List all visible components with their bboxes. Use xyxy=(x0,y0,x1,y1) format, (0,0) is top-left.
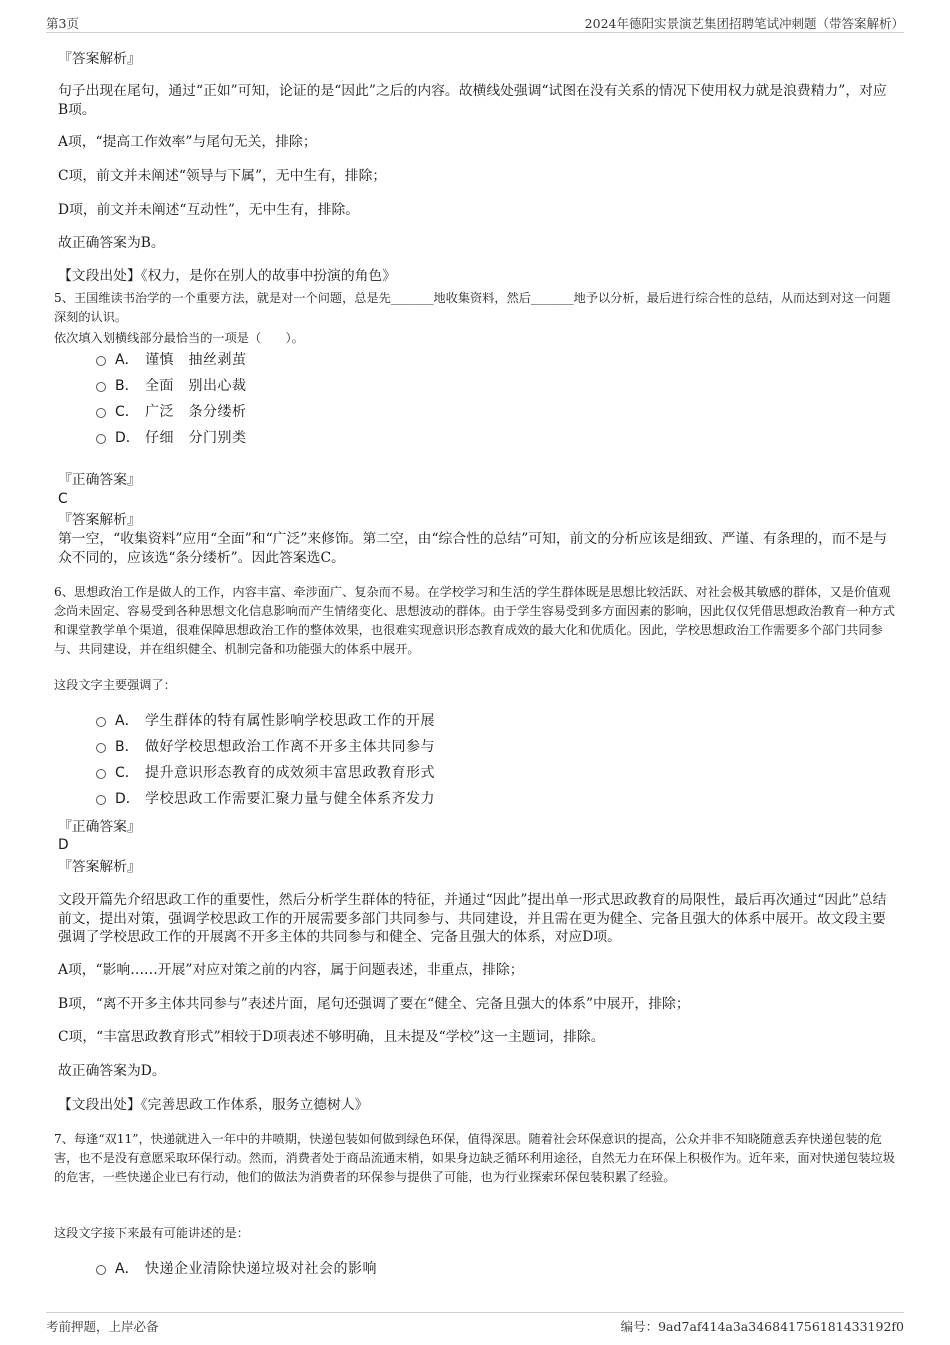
page-header xyxy=(46,12,904,33)
prev-analysis-c: C项，前文并未阐述“领导与下属”，无中生有，排除； xyxy=(58,168,387,184)
radio-icon[interactable] xyxy=(96,795,106,805)
q6-answer-heading: 『正确答案』 xyxy=(58,819,141,835)
q5-option-d[interactable]: D． 仔细 分门别类 xyxy=(96,428,247,448)
radio-icon[interactable] xyxy=(96,717,106,727)
prev-analysis-d: D项，前文并未阐述“互动性”，无中生有，排除。 xyxy=(58,202,360,218)
radio-icon[interactable] xyxy=(96,1265,106,1275)
prev-conclusion: 故正确答案为B。 xyxy=(58,235,165,251)
q6-analysis-heading: 『答案解析』 xyxy=(58,859,141,875)
q6-analysis-b: B项，“离不开多主体共同参与”表述片面，尾句还强调了要在“健全、完备且强大的体系”中展开，排除； xyxy=(58,996,690,1012)
prev-analysis-heading: 『答案解析』 xyxy=(58,51,141,67)
q6-option-a[interactable]: A． 学生群体的特有属性影响学校思政工作的开展 xyxy=(96,711,435,731)
radio-icon[interactable] xyxy=(96,356,106,366)
q6-conclusion: 故正确答案为D。 xyxy=(58,1063,166,1079)
q7-option-a[interactable]: A． 快递企业清除快递垃圾对社会的影响 xyxy=(96,1259,377,1279)
q6-option-b[interactable]: B． 做好学校思想政治工作离不开多主体共同参与 xyxy=(96,737,435,757)
q5-analysis: 第一空，“收集资料”应用“全面”和“广泛”来修饰。第二空，由“综合性的总结”可知，前文的分析应该是细致、严谨、有条理的，而不是与众不同的，应该选“条分缕析”。因此答案选C。 xyxy=(58,531,888,566)
q6-option-d[interactable]: D． 学校思政工作需要汇聚力量与健全体系齐发力 xyxy=(96,789,435,809)
radio-icon[interactable] xyxy=(96,382,106,392)
q5-option-b[interactable]: B． 全面 别出心裁 xyxy=(96,376,247,396)
q5-analysis-heading: 『答案解析』 xyxy=(58,512,141,528)
q5-stem: 5、王国维读书治学的一个重要方法，就是对一个问题，总是先_______地收集资料，然后_______地予以分析，最后进行综合性的总结，从而达到对这一问题深刻的认识。 xyxy=(54,291,891,324)
q5-answer: C xyxy=(58,491,68,507)
q5-option-c[interactable]: C． 广泛 条分缕析 xyxy=(96,402,247,422)
q7-prompt: 这段文字接下来最有可能讲述的是： xyxy=(54,1226,249,1240)
footer-slogan: 考前押题，上岸必备 xyxy=(46,1319,159,1334)
document-serial: 编号：9ad7af414a3a346841756181433192f0 xyxy=(620,1319,904,1334)
q6-analysis-a: A项，“影响……开展”对应对策之前的内容，属于问题表述，非重点，排除； xyxy=(58,962,524,978)
radio-icon[interactable] xyxy=(96,743,106,753)
q6-prompt: 这段文字主要强调了： xyxy=(54,678,176,692)
q7-stem: 7、每逢“双11”，快递就进入一年中的井喷期，快递包装如何做到绿色环保，值得深思。随着社会环保意识的提高，公众并非不知晓随意丢弃快递包装的危害，也不是没有意愿采取环保行动。然而，消费者处于商品流通末梢，如果身边缺乏循环利用途径，自然无力在环保上积极作为。近年来，面对快递包装垃圾的危害，一些快递企业已有行动，他们的做法为消费者的环保参与提供了可能，也为行业探索环保包装积累了经验。 xyxy=(54,1132,895,1184)
radio-icon[interactable] xyxy=(96,769,106,779)
q6-analysis: 文段开篇先介绍思政工作的重要性，然后分析学生群体的特征，并通过“因此”提出单一形式思政教育的局限性，最后再次通过“因此”总结前文，提出对策，强调学校思政工作的开展需要多部门共同参与、共同建设，并且需在更为健全、完备且强大的体系中展开。故文段主要强调了学校思政工作的开展离不开多主体的共同参与和健全、完备且强大的体系，对应D项。 xyxy=(58,892,887,945)
radio-icon[interactable] xyxy=(96,434,106,444)
q5-answer-heading: 『正确答案』 xyxy=(58,472,141,488)
prev-analysis-text: 句子出现在尾句，通过“正如”可知，论证的是“因此”之后的内容。故横线处强调“试图在没有关系的情况下使用权力就是浪费精力”，对应B项。 xyxy=(58,83,887,118)
q6-option-c[interactable]: C． 提升意识形态教育的成效须丰富思政教育形式 xyxy=(96,763,435,783)
q5-prompt: 依次填入划横线部分最恰当的一项是（ ）。 xyxy=(54,331,304,345)
q6-analysis-c: C项，“丰富思政教育形式”相较于D项表述不够明确，且未提及“学校”这一主题词，排除。 xyxy=(58,1029,605,1045)
q6-stem: 6、思想政治工作是做人的工作，内容丰富、牵涉面广、复杂而不易。在学校学习和生活的学生群体既是思想比较活跃、对社会极其敏感的群体，又是价值观念尚未固定、容易受到各种思想文化信息影响而产生情绪变化、思想波动的群体。由于学生容易受到多方面因素的影响，因此仅仅凭借思想政治教育一种方式和课堂教学单个渠道，很难保障思想政治工作的整体效果，也很难实现意识形态教育成效的最大化和优质化。因此，学校思想政治工作需要多个部门共同参与、共同建设，并在组织健全、机制完备和功能强大的体系中展开。 xyxy=(54,585,895,656)
page-number: 第3页 xyxy=(46,16,79,31)
prev-analysis-a: A项，“提高工作效率”与尾句无关，排除； xyxy=(58,134,317,150)
q6-source: 【文段出处】《完善思政工作体系，服务立德树人》 xyxy=(58,1097,369,1113)
q5-option-a[interactable]: A． 谨慎 抽丝剥茧 xyxy=(96,350,247,370)
q6-answer: D xyxy=(58,837,69,853)
document-title: 2024年德阳实景演艺集团招聘笔试冲刺题（带答案解析） xyxy=(584,16,904,31)
radio-icon[interactable] xyxy=(96,408,106,418)
page-footer xyxy=(46,1312,904,1337)
prev-source: 【文段出处】《权力，是你在别人的故事中扮演的角色》 xyxy=(58,268,397,284)
